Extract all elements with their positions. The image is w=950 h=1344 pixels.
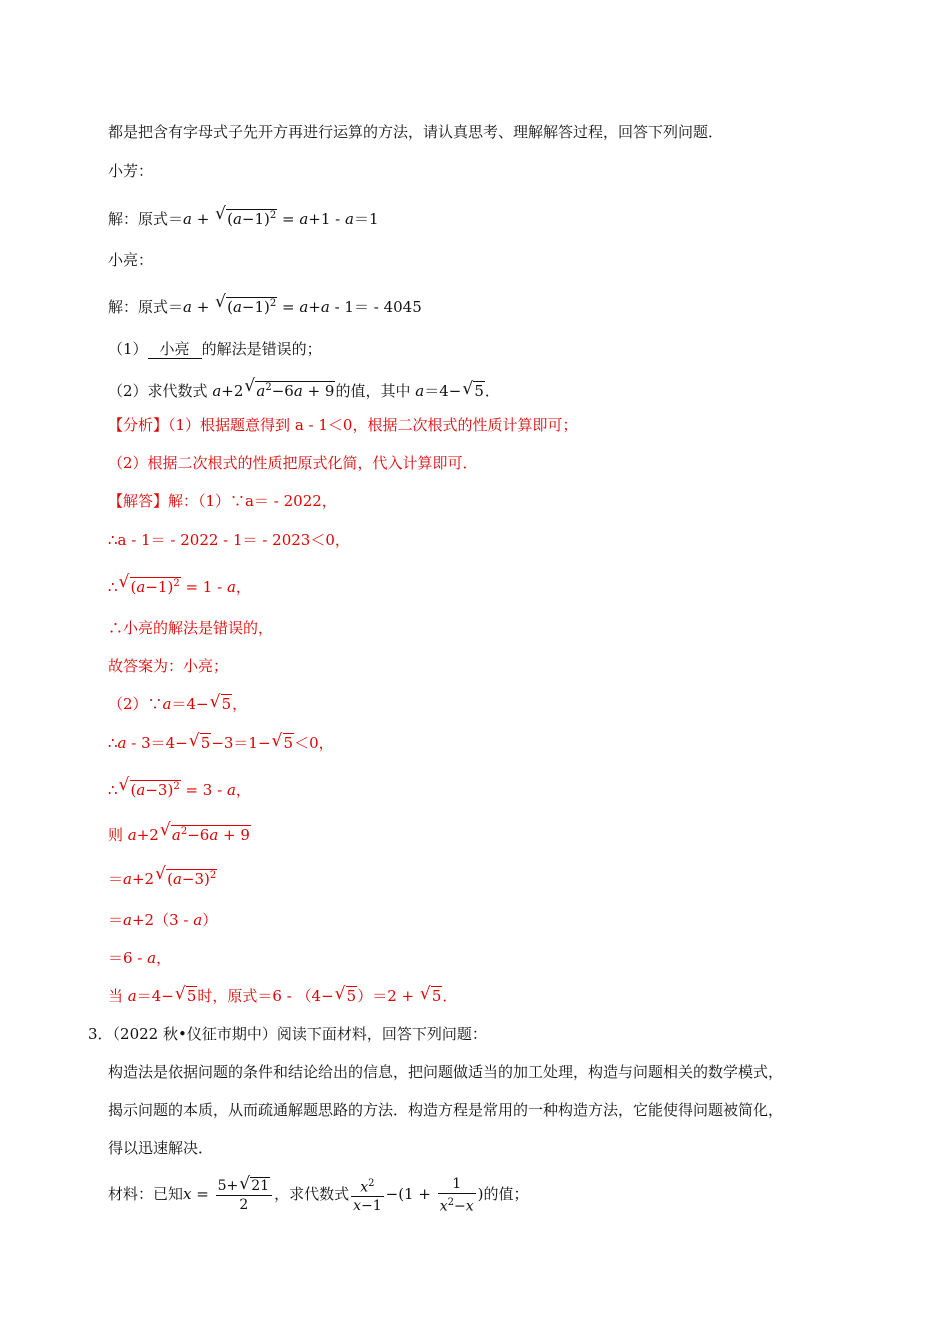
answer-line-4: ∴小亮的解法是错误的， xyxy=(108,619,274,637)
intro-text: 都是把含有字母式子先开方再进行运算的方法，请认真思考、理解解答过程，回答下列问题． xyxy=(108,123,724,141)
answer-line-10: ＝a+2√ $(a-3)^2$ xyxy=(108,864,217,891)
answer-blank: 小亮 xyxy=(148,340,202,359)
problem-3-paragraph-2: 揭示问题的本质，从而疏通解题思路的方法．构造方程是常用的一种构造方法，它能使得问题被简化， xyxy=(108,1101,784,1119)
answer-line-3: ∴√ $(a-1)^2 = 1 - a$， xyxy=(108,572,251,599)
xiaofang-label: 小芳： xyxy=(108,162,154,180)
analysis-line-1: 【分析】（1）根据题意得到 a - 1＜0，根据二次根式的性质计算即可； xyxy=(108,416,578,434)
xiaofang-solution: 解：原式＝a + √ $(a-1)^2 = a+1 - a=1$ xyxy=(108,204,379,231)
answer-line-2: ∴a - 1＝ - 2022 - 1＝ - 2023＜0， xyxy=(108,531,350,549)
answer-line-12: ＝6 - a， xyxy=(108,949,172,967)
answer-line-13: 当 a＝4−√ 5时，原式＝6 - （4−√ 5）＝2 + √ 5． xyxy=(108,984,457,1008)
question-1: （1） 小亮 的解法是错误的； xyxy=(108,340,322,358)
problem-3-material: 材料：已知x = $\frac{5+√ 21}{2}$ ，求代数式 $\frac{x^2}{x-1}$ −(1 + $\frac{1}{x^2-x}$ )的值； xyxy=(108,1174,529,1215)
answer-line-9: 则 a+2√ $a^2-6a + 9$ xyxy=(108,820,251,847)
answer-line-1: 【解答】解：（1）∵a＝ - 2022， xyxy=(108,492,337,510)
answer-line-8: ∴√ $(a-3)^2 = 3 - a$， xyxy=(108,775,251,802)
answer-line-7: ∴a - 3＝4−√ 5−3＝1−√ 5＜0， xyxy=(108,731,334,755)
answer-line-6: （2）∵a＝4−√ 5， xyxy=(108,692,247,716)
problem-3-paragraph-3: 得以迅速解决． xyxy=(108,1139,214,1157)
xiaoliang-label: 小亮： xyxy=(108,251,154,269)
answer-line-5: 故答案为：小亮； xyxy=(108,657,229,675)
question-2: （2）求代数式 a+2√ $a^2-6a + 9$的值，其中 a＝4−√ 5． xyxy=(108,376,500,403)
analysis-line-2: （2）根据二次根式的性质把原式化简，代入计算即可． xyxy=(108,454,478,472)
problem-3-paragraph-1: 构造法是依据问题的条件和结论给出的信息，把问题做适当的加工处理，构造与问题相关的数学模式， xyxy=(108,1063,784,1081)
xiaoliang-solution: 解：原式＝a + √ $(a-1)^2 = a+a - 1= - 4045$ xyxy=(108,292,422,319)
answer-line-11: ＝a+2（3 - a） xyxy=(108,911,218,929)
problem-3-title: 3．（2022 秋•仪征市期中）阅读下面材料，回答下列问题： xyxy=(88,1025,487,1043)
